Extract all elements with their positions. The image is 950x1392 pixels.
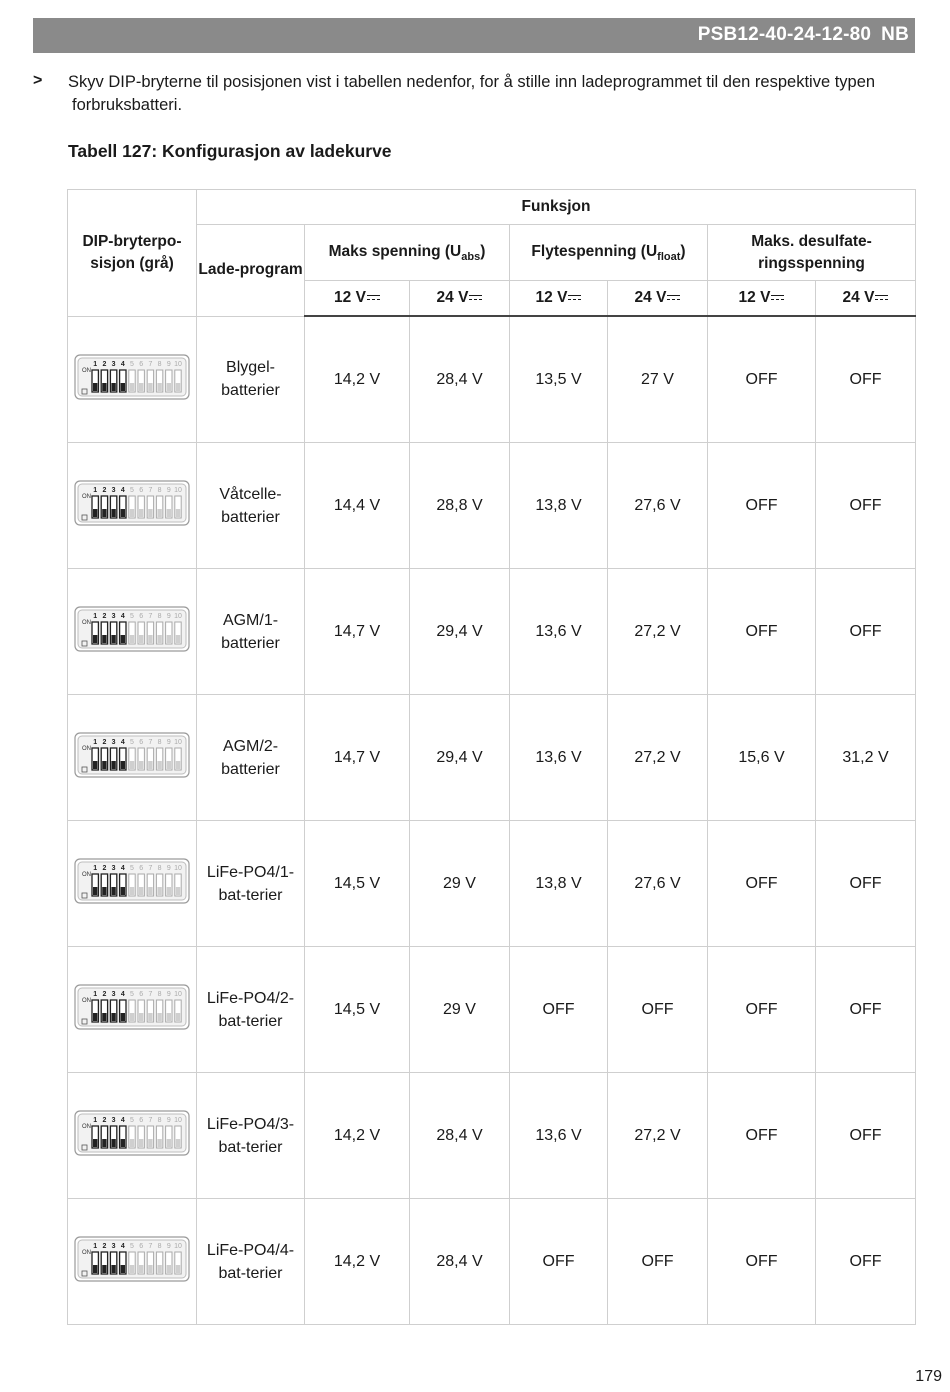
dip-switch-icon (74, 732, 190, 778)
dip-number-label: 3 (111, 613, 116, 620)
dip-number-label: 9 (166, 739, 171, 746)
table-row (68, 569, 916, 695)
dip-switch-knob (102, 1139, 106, 1147)
dip-switch-knob (148, 383, 152, 391)
dip-number-label: 9 (166, 865, 171, 872)
dip-switch-knob (111, 761, 115, 769)
dip-number-label: 8 (157, 991, 162, 998)
dip-switch-knob (121, 509, 125, 517)
dc-symbol-icon (667, 294, 680, 302)
dip-switch-knob (111, 635, 115, 643)
dip-switch-icon (74, 858, 190, 904)
dip-switch-knob (121, 383, 125, 391)
float-voltage-12v: 13,8 V (510, 443, 608, 569)
dip-number-label: 9 (166, 991, 171, 998)
dip-number-label: 10 (174, 1117, 182, 1124)
dc-symbol-icon (771, 294, 784, 302)
dip-number-label: 4 (120, 613, 125, 620)
dip-switch-knob (102, 509, 106, 517)
dip-number-label: 8 (157, 739, 162, 746)
table-title: Tabell 127: Konfigurasjon av ladekurve (68, 141, 392, 161)
charge-curve-table (67, 189, 916, 1325)
max-voltage-24v: 28,4 V (410, 1199, 510, 1325)
header-float-24v (608, 281, 708, 317)
max-voltage-24v: 29,4 V (410, 569, 510, 695)
max-voltage-12v: 14,5 V (305, 947, 410, 1073)
dip-number-label: 1 (93, 1117, 98, 1124)
dip-switch-knob (176, 1139, 180, 1147)
dip-on-label: ON (82, 998, 91, 1004)
float-voltage-24v: 27,2 V (608, 569, 708, 695)
dip-switch-knob (148, 1013, 152, 1021)
dip-switch-knob (111, 383, 115, 391)
max-voltage-24v: 29,4 V (410, 695, 510, 821)
language-code: NB (881, 24, 909, 45)
dip-on-label: ON (82, 1124, 91, 1130)
dip-number-label: 3 (111, 865, 116, 872)
float-voltage-12v: 13,6 V (510, 695, 608, 821)
max-voltage-12v: 14,2 V (305, 316, 410, 443)
dip-switch-knob (102, 1265, 106, 1273)
dip-on-label: ON (82, 872, 91, 878)
desulfation-12v: OFF (708, 316, 816, 443)
voltage-label: 24 V (436, 289, 469, 306)
dip-number-label: 10 (174, 487, 182, 494)
dc-symbol-icon (469, 294, 482, 302)
dip-switch-knob (130, 1013, 134, 1021)
dip-switch-knob (102, 887, 106, 895)
desulfation-24v: OFF (816, 1199, 916, 1325)
dip-switch-knob (93, 509, 97, 517)
voltage-label: 12 V (738, 289, 771, 306)
dip-number-label: 6 (139, 991, 144, 998)
dip-switch-knob (176, 1013, 180, 1021)
charge-program-name: Våtcelle-batterier (197, 443, 305, 569)
dip-switch-knob (148, 1139, 152, 1147)
dip-switch-knob (111, 509, 115, 517)
dip-number-label: 2 (102, 1117, 107, 1124)
max-voltage-24v: 28,4 V (410, 1073, 510, 1199)
page-number: 179 (915, 1368, 942, 1385)
dip-switch-knob (121, 887, 125, 895)
dip-switch-knob (93, 635, 97, 643)
dip-number-label: 2 (102, 360, 107, 368)
dip-number-label: 8 (157, 613, 162, 620)
dip-number-label: 4 (120, 991, 125, 998)
dip-switch-knob (111, 1139, 115, 1147)
dip-number-label: 1 (93, 1243, 98, 1250)
dip-number-label: 2 (102, 739, 107, 746)
header-desulf-12v (708, 281, 816, 317)
dip-number-label: 8 (157, 360, 162, 368)
dip-switch-knob (139, 1265, 143, 1273)
desulfation-24v: OFF (816, 821, 916, 947)
dip-number-label: 4 (120, 1117, 125, 1124)
dip-switch-knob (93, 761, 97, 769)
desulfation-24v: 31,2 V (816, 695, 916, 821)
instruction-line-2: forbruksbatteri. (72, 96, 183, 114)
dip-switch-knob (93, 1265, 97, 1273)
dip-number-label: 4 (120, 865, 125, 872)
dip-switch-knob (148, 761, 152, 769)
dip-on-label: ON (82, 1250, 91, 1256)
dc-symbol-icon (367, 294, 380, 302)
desulfation-12v: OFF (708, 821, 816, 947)
header-title (698, 24, 909, 46)
dip-number-label: 3 (111, 1117, 116, 1124)
float-voltage-24v: 27 V (608, 316, 708, 443)
dip-number-label: 6 (139, 1117, 144, 1124)
dip-on-label: ON (82, 746, 91, 752)
dip-switch-knob (93, 887, 97, 895)
dip-number-label: 5 (130, 360, 134, 368)
charge-program-name: AGM/1-batterier (197, 569, 305, 695)
desulfation-12v: 15,6 V (708, 695, 816, 821)
charge-program-name: AGM/2-batterier (197, 695, 305, 821)
charge-program-name: Blygel-batterier (197, 316, 305, 443)
dip-switch-cell (68, 316, 197, 443)
header-float-voltage-close: ) (680, 243, 686, 260)
desulfation-12v: OFF (708, 1073, 816, 1199)
dip-switch-knob (157, 1265, 161, 1273)
dip-switch-knob (167, 761, 171, 769)
dip-number-label: 5 (130, 1243, 134, 1250)
dip-switch-knob (130, 887, 134, 895)
dip-number-label: 3 (111, 1243, 116, 1250)
dip-number-label: 5 (130, 991, 134, 998)
dip-number-label: 5 (130, 613, 134, 620)
dip-number-label: 9 (166, 487, 171, 494)
dip-number-label: 7 (148, 1243, 153, 1250)
dip-number-label: 8 (157, 865, 162, 872)
dip-switch-cell (68, 1199, 197, 1325)
dip-switch-knob (139, 635, 143, 643)
dip-switch-icon (74, 354, 190, 400)
header-float-voltage-sub: float (657, 251, 681, 263)
header-max-24v (410, 281, 510, 317)
dip-number-label: 10 (174, 360, 182, 368)
dip-number-label: 7 (148, 360, 153, 368)
float-voltage-12v: OFF (510, 947, 608, 1073)
dip-number-label: 5 (130, 865, 134, 872)
max-voltage-12v: 14,4 V (305, 443, 410, 569)
dip-switch-knob (167, 383, 171, 391)
instruction-text (68, 71, 918, 117)
table-row (68, 443, 916, 569)
dip-switch-knob (157, 761, 161, 769)
bullet-marker: > (33, 72, 43, 89)
dip-number-label: 7 (148, 865, 153, 872)
dip-switch-cell (68, 569, 197, 695)
dip-switch-cell (68, 947, 197, 1073)
desulfation-24v: OFF (816, 569, 916, 695)
dip-number-label: 9 (166, 1117, 171, 1124)
dip-number-label: 7 (148, 613, 153, 620)
header-max-voltage-close: ) (480, 243, 486, 260)
header-max-12v (305, 281, 410, 317)
dip-switch-knob (157, 1013, 161, 1021)
max-voltage-12v: 14,7 V (305, 695, 410, 821)
dip-switch-knob (111, 887, 115, 895)
dip-number-label: 6 (139, 360, 144, 368)
dip-switch-knob (93, 383, 97, 391)
dip-switch-knob (102, 761, 106, 769)
dip-number-label: 3 (111, 360, 116, 368)
dip-switch-knob (176, 761, 180, 769)
dip-switch-icon (74, 984, 190, 1030)
dip-switch-knob (111, 1013, 115, 1021)
voltage-label: 24 V (842, 289, 875, 306)
table-row (68, 1199, 916, 1325)
dip-number-label: 10 (174, 991, 182, 998)
dip-number-label: 5 (130, 487, 134, 494)
dip-switch-icon (74, 480, 190, 526)
dip-number-label: 6 (139, 613, 144, 620)
max-voltage-12v: 14,2 V (305, 1073, 410, 1199)
dip-switch-knob (130, 1265, 134, 1273)
float-voltage-12v: 13,6 V (510, 569, 608, 695)
max-voltage-12v: 14,7 V (305, 569, 410, 695)
float-voltage-12v: OFF (510, 1199, 608, 1325)
voltage-label: 24 V (634, 289, 667, 306)
dip-switch-knob (148, 887, 152, 895)
table-row (68, 316, 916, 443)
max-voltage-24v: 28,8 V (410, 443, 510, 569)
voltage-label: 12 V (334, 289, 366, 306)
dip-switch-knob (121, 761, 125, 769)
dip-switch-knob (157, 509, 161, 517)
dip-switch-knob (93, 1139, 97, 1147)
dip-switch-knob (93, 1013, 97, 1021)
dip-switch-knob (176, 509, 180, 517)
dip-on-label: ON (82, 620, 91, 626)
dip-switch-knob (176, 635, 180, 643)
dip-number-label: 9 (166, 1243, 171, 1250)
float-voltage-24v: 27,2 V (608, 1073, 708, 1199)
dip-switch-icon (74, 1110, 190, 1156)
dip-switch-knob (121, 1139, 125, 1147)
dip-number-label: 7 (148, 487, 153, 494)
dip-number-label: 4 (120, 487, 125, 494)
float-voltage-24v: 27,2 V (608, 695, 708, 821)
float-voltage-24v: OFF (608, 1199, 708, 1325)
float-voltage-12v: 13,5 V (510, 316, 608, 443)
header-float-voltage (510, 225, 708, 281)
dip-number-label: 10 (174, 865, 182, 872)
header-bar (33, 18, 915, 53)
dip-switch-knob (121, 1013, 125, 1021)
header-max-voltage-sub: abs (461, 251, 481, 263)
dip-number-label: 10 (174, 1243, 182, 1250)
dip-switch-knob (130, 635, 134, 643)
dip-switch-icon (74, 606, 190, 652)
dip-number-label: 2 (102, 1243, 107, 1250)
dip-switch-knob (121, 635, 125, 643)
dip-on-label: ON (82, 367, 91, 374)
dip-number-label: 6 (139, 739, 144, 746)
desulfation-24v: OFF (816, 1073, 916, 1199)
dip-number-label: 6 (139, 1243, 144, 1250)
header-max-voltage (305, 225, 510, 281)
float-voltage-24v: 27,6 V (608, 443, 708, 569)
instruction-line-1: Skyv DIP-bryterne til posisjonen vist i tabellen nedenfor, for å stille inn ladeprogrammet til den respektive typen (68, 73, 876, 91)
dip-switch-knob (148, 509, 152, 517)
dip-switch-knob (157, 635, 161, 643)
dip-switch-cell (68, 443, 197, 569)
dip-switch-knob (139, 1139, 143, 1147)
charge-program-name: LiFe-PO4/1-bat-terier (197, 821, 305, 947)
table-row (68, 1073, 916, 1199)
model-name: PSB12-40-24-12-80 (697, 24, 872, 45)
header-max-voltage-label: Maks spenning (U (328, 243, 462, 260)
dc-symbol-icon (875, 294, 888, 302)
dip-switch-knob (157, 887, 161, 895)
header-function: Funksjon (197, 190, 916, 225)
table-row (68, 947, 916, 1073)
dip-switch-icon (74, 1236, 190, 1282)
dip-number-label: 2 (102, 865, 107, 872)
dip-switch-knob (167, 509, 171, 517)
charge-program-name: LiFe-PO4/4-bat-terier (197, 1199, 305, 1325)
dip-switch-knob (102, 1013, 106, 1021)
dip-number-label: 1 (93, 991, 98, 998)
dip-number-label: 2 (102, 487, 107, 494)
header-float-12v (510, 281, 608, 317)
desulfation-12v: OFF (708, 947, 816, 1073)
dip-switch-cell (68, 821, 197, 947)
charge-program-name: LiFe-PO4/2-bat-terier (197, 947, 305, 1073)
dip-switch-knob (167, 1013, 171, 1021)
max-voltage-12v: 14,5 V (305, 821, 410, 947)
dip-number-label: 7 (148, 1117, 153, 1124)
dip-switch-knob (139, 761, 143, 769)
desulfation-12v: OFF (708, 443, 816, 569)
desulfation-24v: OFF (816, 947, 916, 1073)
dip-number-label: 9 (166, 613, 171, 620)
charge-program-name: LiFe-PO4/3-bat-terier (197, 1073, 305, 1199)
max-voltage-24v: 28,4 V (410, 316, 510, 443)
dip-switch-knob (167, 887, 171, 895)
dip-number-label: 10 (174, 613, 182, 620)
dc-symbol-icon (568, 294, 581, 302)
dip-switch-knob (148, 635, 152, 643)
dip-switch-cell (68, 695, 197, 821)
dip-switch-knob (130, 1139, 134, 1147)
dip-number-label: 3 (111, 487, 116, 494)
table-body (68, 316, 916, 1325)
dip-switch-knob (139, 1013, 143, 1021)
voltage-label: 12 V (535, 289, 568, 306)
dip-number-label: 4 (120, 1243, 125, 1250)
desulfation-12v: OFF (708, 1199, 816, 1325)
header-float-voltage-label: Flytespenning (U (531, 243, 658, 260)
desulfation-24v: OFF (816, 443, 916, 569)
dip-switch-knob (157, 383, 161, 391)
dip-number-label: 1 (93, 360, 98, 368)
dip-number-label: 9 (166, 360, 171, 368)
desulfation-12v: OFF (708, 569, 816, 695)
dip-number-label: 7 (148, 739, 153, 746)
dip-switch-knob (176, 1265, 180, 1273)
float-voltage-12v: 13,6 V (510, 1073, 608, 1199)
dip-switch-knob (167, 635, 171, 643)
header-desulfation-voltage: Maks. desulfate-ringsspenning (708, 225, 916, 281)
dip-switch-knob (176, 383, 180, 391)
dip-number-label: 1 (93, 613, 98, 620)
dip-switch-knob (167, 1139, 171, 1147)
dip-switch-knob (176, 887, 180, 895)
desulfation-24v: OFF (816, 316, 916, 443)
dip-switch-knob (139, 383, 143, 391)
dip-switch-knob (102, 383, 106, 391)
dip-switch-knob (111, 1265, 115, 1273)
dip-number-label: 7 (148, 991, 153, 998)
header-desulf-24v (816, 281, 916, 317)
max-voltage-24v: 29 V (410, 947, 510, 1073)
dip-number-label: 8 (157, 1117, 162, 1124)
dip-number-label: 3 (111, 739, 116, 746)
dip-number-label: 3 (111, 991, 116, 998)
dip-switch-knob (148, 1265, 152, 1273)
dip-number-label: 10 (174, 739, 182, 746)
header-dip-position: DIP-bryterpo-sisjon (grå) (68, 190, 197, 317)
dip-switch-knob (167, 1265, 171, 1273)
table-row (68, 695, 916, 821)
dip-switch-knob (121, 1265, 125, 1273)
dip-switch-cell (68, 1073, 197, 1199)
header-charge-program: Lade-program (197, 225, 305, 317)
dip-switch-knob (130, 761, 134, 769)
dip-switch-knob (157, 1139, 161, 1147)
float-voltage-24v: OFF (608, 947, 708, 1073)
dip-number-label: 4 (120, 360, 125, 368)
max-voltage-24v: 29 V (410, 821, 510, 947)
dip-switch-knob (139, 887, 143, 895)
dip-switch-knob (102, 635, 106, 643)
dip-number-label: 8 (157, 487, 162, 494)
dip-number-label: 5 (130, 1117, 134, 1124)
dip-switch-knob (139, 509, 143, 517)
float-voltage-24v: 27,6 V (608, 821, 708, 947)
dip-number-label: 4 (120, 739, 125, 746)
table-row (68, 821, 916, 947)
dip-number-label: 1 (93, 487, 98, 494)
max-voltage-12v: 14,2 V (305, 1199, 410, 1325)
dip-number-label: 6 (139, 865, 144, 872)
dip-number-label: 6 (139, 487, 144, 494)
dip-on-label: ON (82, 494, 91, 500)
dip-switch-knob (130, 509, 134, 517)
dip-number-label: 1 (93, 739, 98, 746)
float-voltage-12v: 13,8 V (510, 821, 608, 947)
dip-switch-knob (130, 383, 134, 391)
dip-number-label: 5 (130, 739, 134, 746)
dip-number-label: 8 (157, 1243, 162, 1250)
dip-number-label: 2 (102, 991, 107, 998)
dip-number-label: 1 (93, 865, 98, 872)
dip-number-label: 2 (102, 613, 107, 620)
